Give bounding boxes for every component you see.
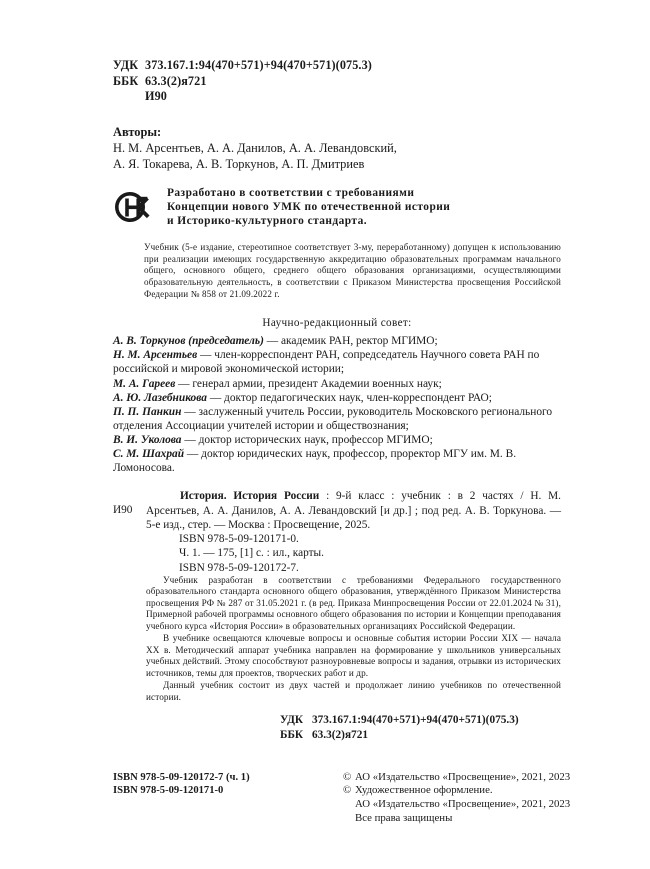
copyright-rights-reserved: Все права защищены xyxy=(355,811,453,824)
board-member-role: — доктор юридических наук, профессор, проректор МГУ им. М. В. Ломоносова. xyxy=(113,448,517,475)
board-member-role: — академик РАН, ректор МГИМО; xyxy=(263,335,438,348)
copyright-design: Художественное оформление. xyxy=(355,784,493,797)
board-member-role: — заслуженный учитель России, руководитель Московского регионального отделения Ассоциации учителей истории и обществознания; xyxy=(113,405,553,432)
footer-isbn-block xyxy=(113,771,343,798)
imprint-classification-bottom xyxy=(280,713,561,741)
authors-line-2: А. Я. Токарева, А. В. Торкунов, А. П. Дмитриев xyxy=(113,157,365,172)
page-content xyxy=(113,58,571,825)
footer xyxy=(113,770,571,825)
cip-part-line: Ч. 1. — 175, [1] с. : ил., карты. xyxy=(179,547,324,560)
board-member-role: — генерал армии, президент Академии военных наук; xyxy=(175,377,442,390)
board-member-name: М. А. Гареев xyxy=(113,377,176,390)
board-member xyxy=(113,447,561,475)
copyright-publisher: АО «Издательство «Просвещение», 2021, 2023 xyxy=(355,770,571,783)
bbk-value: 63.3(2)я721 xyxy=(145,73,207,88)
udk-value-bottom: 373.167.1:94(470+571)+94(470+571)(075.3) xyxy=(312,714,519,727)
copyright-line-3: АО «Издательство «Просвещение», 2021, 2023 xyxy=(355,798,571,811)
board-member xyxy=(113,433,561,447)
concept-text xyxy=(167,185,450,229)
board-member-name: А. Ю. Лазебникова xyxy=(113,391,207,404)
description-paragraph-3: Данный учебник состоит из двух частей и продолжает линию учебников по отечественной истории. xyxy=(146,680,561,702)
board-member xyxy=(113,405,561,433)
authors-heading: Авторы: xyxy=(113,124,162,139)
cip-isbn-part: ISBN 978-5-09-120172-7. xyxy=(179,561,299,574)
concept-line-3: и Историко-культурного стандарта. xyxy=(167,215,368,228)
ik-standard-logo-icon xyxy=(113,187,153,227)
imprint-sigil: И90 xyxy=(145,89,167,103)
board-member-name: Н. М. Арсентьев xyxy=(113,349,198,362)
description-block xyxy=(146,575,561,704)
footer-isbn-part: ISBN 978-5-09-120172-7 (ч. 1) xyxy=(113,771,250,783)
copyright-line-1 xyxy=(343,771,570,785)
board-title: Научно-редакционный совет: xyxy=(262,317,412,330)
concept-line-2: Концепции нового УМК по отечественной истории xyxy=(167,200,451,213)
imprint-classification xyxy=(113,58,561,105)
footer-isbn-main: ISBN 978-5-09-120171-0 xyxy=(113,785,224,797)
board-member xyxy=(113,334,561,348)
board-member-role: — доктор педагогических наук, член-корреспондент РАО; xyxy=(206,391,492,404)
description-paragraph-2: В учебнике освещаются ключевые вопросы и основные события истории России XIX — начала XX в. Методический аппарат учебника направлен на формирование у школьников универсальных учебных действий. Этому способствуют разноуровневые вопросы и задания, отрывки из исторических источников, темы для проектов, творческих работ и др. xyxy=(146,633,561,678)
cip-description: : 9-й класс : учебник : в 2 частях / Н. М. Арсентьев, А. А. Данилов, А. А. Левандовский [и др.] ; под ред. А. В. Торкунова. — 5-е изд., стер. — Москва : Просвещение, 2025. xyxy=(146,490,561,531)
concept-line-1: Разработано в соответствии с требованиями xyxy=(167,186,415,199)
bbk-row xyxy=(113,74,561,90)
board-member xyxy=(113,348,561,376)
description-paragraph-1: Учебник разработан в соответствии с требованиями Федерального государственного образовательного стандарта основного общего образования, утверждённого Приказом Министерства просвещения РФ № 287 от 31.05.2021 г. (в ред. Приказа Минпросвещения России от 22.01.2024 № 31), Примерной рабочей программы основного общего образования по истории и Концепции преподавания учебного курса «История России» в образовательных организациях Российской Федерации. xyxy=(146,574,561,631)
authors-line-1: Н. М. Арсентьев, А. А. Данилов, А. А. Левандовский, xyxy=(113,140,397,155)
board-member-name: А. В. Торкунов (председатель) xyxy=(113,335,264,348)
board-list xyxy=(113,334,561,475)
copyright-icon: © xyxy=(343,770,352,783)
bbk-label: ББК xyxy=(113,73,139,88)
board-member-role: — член-корреспондент РАН, сопредседатель Научного совета РАН по российской и мировой экономической истории; xyxy=(113,349,540,376)
board-member-name: В. И. Уколова xyxy=(113,433,182,446)
udk-value: 373.167.1:94(470+571)+94(470+571)(075.3) xyxy=(145,58,372,72)
concept-statement xyxy=(113,185,561,229)
cip-title: История. История России xyxy=(180,490,320,503)
bbk-label-bottom: ББК xyxy=(280,728,304,741)
approval-paragraph: Учебник (5-е издание, стереотипное соответствует 3-му, переработанному) допущен к использованию при реализации имеющих государственную аккредитацию образовательных программам начального общего, основного общего, среднего общего образования организациями, осуществляющими образовательную деятельность, в соответствии с Приказом Министерства просвещения Российской Федерации № 858 от 21.09.2022 г. xyxy=(144,242,561,299)
copyright-line-2 xyxy=(343,784,570,798)
bbk-value-bottom: 63.3(2)я721 xyxy=(312,728,368,741)
cip-sigil: И90 xyxy=(113,504,133,517)
authors-block xyxy=(113,124,561,173)
cip-record xyxy=(113,489,561,575)
board-member xyxy=(113,391,561,405)
cip-body xyxy=(146,489,561,532)
board-member-name: С. М. Шахрай xyxy=(113,448,185,461)
board-member xyxy=(113,377,561,391)
board-member-name: П. П. Панкин xyxy=(113,405,182,418)
copyright-block xyxy=(343,771,570,825)
udk-row xyxy=(113,58,561,74)
copyright-icon: © xyxy=(343,784,352,797)
logo-cell xyxy=(113,185,167,227)
board-member-role: — доктор исторических наук, профессор МГИМО; xyxy=(181,433,433,446)
udk-row-bottom xyxy=(280,713,561,727)
udk-label-bottom: УДК xyxy=(280,714,304,727)
cip-isbn-main: ISBN 978-5-09-120171-0. xyxy=(179,533,299,546)
bbk-row-bottom xyxy=(280,728,561,742)
udk-label: УДК xyxy=(113,58,139,72)
